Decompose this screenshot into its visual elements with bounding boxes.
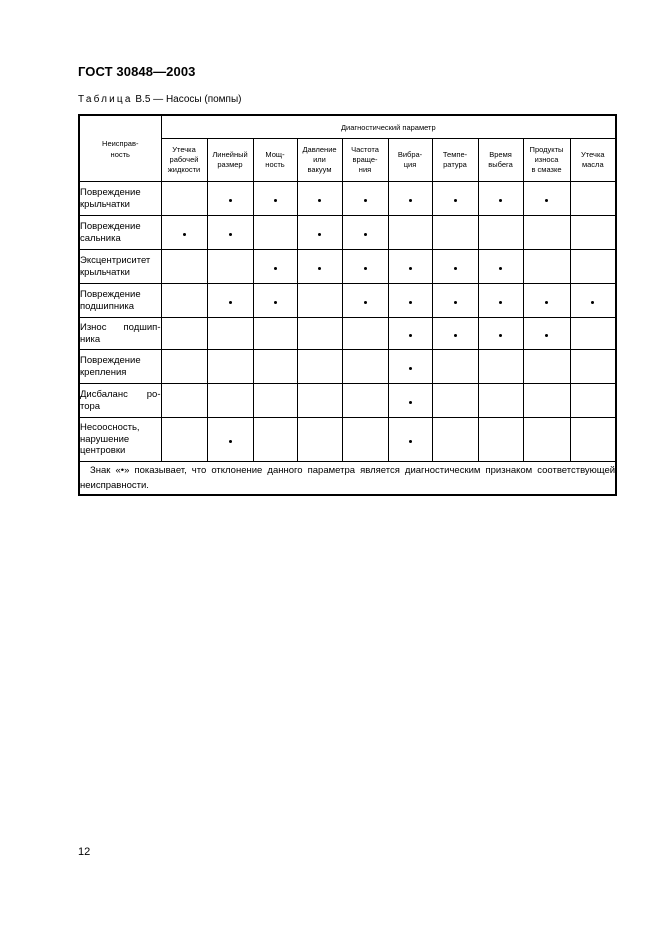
text-line: сальника <box>80 232 121 244</box>
table-cell <box>207 182 253 216</box>
text-line: крыльчатки <box>80 266 130 278</box>
table-cell <box>207 216 253 250</box>
table-cell <box>432 318 478 350</box>
bullet-mark-icon <box>499 267 502 270</box>
text-line: Утечка <box>172 145 196 154</box>
table-cell <box>297 318 342 350</box>
table-cell <box>523 418 570 462</box>
table-cell <box>253 418 297 462</box>
bullet-mark-icon <box>318 233 321 236</box>
bullet-mark-icon <box>229 233 232 236</box>
bullet-mark-icon <box>229 199 232 202</box>
fault-name <box>79 418 161 462</box>
bullet-mark-icon <box>409 440 412 443</box>
bullet-mark-icon <box>499 301 502 304</box>
table-cell <box>388 350 432 384</box>
table-cell <box>342 216 388 250</box>
table-row <box>79 250 616 284</box>
text-line: ратура <box>443 160 467 169</box>
table-row <box>79 318 616 350</box>
text-line: Темпе- <box>442 150 468 159</box>
fault-column-header <box>79 115 161 182</box>
bullet-mark-icon <box>545 334 548 337</box>
table-cell <box>432 182 478 216</box>
table-cell <box>388 182 432 216</box>
table-cell <box>432 216 478 250</box>
parameter-header <box>207 139 253 182</box>
parameter-header <box>570 139 616 182</box>
text-line: Утечка <box>581 150 605 159</box>
table-cell <box>207 418 253 462</box>
text-line: Повреждение <box>80 355 141 366</box>
document-title: ГОСТ 30848—2003 <box>78 64 196 79</box>
table-cell <box>523 318 570 350</box>
bullet-mark-icon <box>409 334 412 337</box>
text-line: подшипника <box>80 300 135 312</box>
parameter-group-header: Диагностический параметр <box>161 115 616 139</box>
table-cell <box>432 350 478 384</box>
text-line: Линейный <box>212 150 248 159</box>
text-line: Время <box>489 150 512 159</box>
bullet-mark-icon <box>409 367 412 370</box>
table-cell <box>570 250 616 284</box>
table-cell <box>342 182 388 216</box>
text-line: ция <box>403 160 417 169</box>
parameter-header <box>342 139 388 182</box>
table-cell <box>161 418 207 462</box>
table-cell <box>523 350 570 384</box>
text-line: ника <box>80 333 101 345</box>
text-line: Мощ- <box>265 150 285 159</box>
table-cell <box>388 216 432 250</box>
parameter-header <box>478 139 523 182</box>
table-cell <box>253 216 297 250</box>
bullet-mark-icon <box>454 199 457 202</box>
text-line: ность <box>110 149 130 159</box>
table-row <box>79 182 616 216</box>
bullet-mark-icon <box>364 199 367 202</box>
parameter-header <box>523 139 570 182</box>
table-caption-text: В.5 — Насосы (помпы) <box>132 94 242 105</box>
table-cell <box>478 318 523 350</box>
table-cell <box>570 350 616 384</box>
text-line: ния <box>358 165 372 174</box>
bullet-mark-icon <box>274 199 277 202</box>
text-line: крепления <box>80 366 127 378</box>
bullet-mark-icon <box>409 301 412 304</box>
text-line: тора <box>80 400 101 412</box>
bullet-mark-icon <box>454 301 457 304</box>
text-line: или <box>313 155 326 164</box>
table-cell <box>342 250 388 284</box>
table-cell <box>253 250 297 284</box>
bullet-mark-icon <box>274 301 277 304</box>
table-cell <box>207 350 253 384</box>
table-cell <box>253 284 297 318</box>
table-cell <box>207 384 253 418</box>
text-line: в смазке <box>531 165 562 174</box>
table-row <box>79 216 616 250</box>
bullet-mark-icon <box>409 401 412 404</box>
text-line: Продукты <box>529 145 564 154</box>
table-cell <box>207 284 253 318</box>
table-cell <box>478 216 523 250</box>
table-cell <box>297 350 342 384</box>
table-cell <box>161 384 207 418</box>
bullet-mark-icon <box>454 334 457 337</box>
table-cell <box>342 350 388 384</box>
table-row <box>79 384 616 418</box>
text-line: Несоосность, <box>80 422 140 434</box>
table-caption <box>78 94 242 105</box>
text-line: ность <box>265 160 285 169</box>
table-cell <box>570 418 616 462</box>
bullet-mark-icon <box>409 199 412 202</box>
table-cell <box>570 216 616 250</box>
bullet-mark-icon <box>274 267 277 270</box>
table-cell <box>161 350 207 384</box>
text-line: выбега <box>488 160 513 169</box>
table-cell <box>161 250 207 284</box>
text-line: Повреждение <box>80 289 141 300</box>
parameter-header <box>297 139 342 182</box>
table-cell <box>570 284 616 318</box>
bullet-mark-icon <box>499 334 502 337</box>
table-cell <box>523 384 570 418</box>
table-cell <box>297 216 342 250</box>
table-cell <box>297 284 342 318</box>
table-caption-label: Таблица <box>78 94 133 105</box>
table-cell <box>432 250 478 284</box>
table-cell <box>478 250 523 284</box>
table-cell <box>342 318 388 350</box>
text-line: Эксцентриситет <box>80 255 151 266</box>
bullet-mark-icon <box>229 440 232 443</box>
table-cell <box>253 350 297 384</box>
table-cell <box>388 418 432 462</box>
text-line: Повреждение <box>80 221 141 232</box>
table-cell <box>478 350 523 384</box>
table-cell <box>478 384 523 418</box>
table-cell <box>432 418 478 462</box>
fault-name <box>79 384 161 418</box>
table-cell <box>207 250 253 284</box>
table-cell <box>161 284 207 318</box>
bullet-mark-icon <box>454 267 457 270</box>
text-line: жидкости <box>167 165 201 174</box>
fault-name <box>79 350 161 384</box>
bullet-mark-icon <box>183 233 186 236</box>
fault-name <box>79 216 161 250</box>
bullet-mark-icon <box>545 301 548 304</box>
diagnostic-table <box>78 114 617 496</box>
table-cell <box>161 182 207 216</box>
table-cell <box>161 216 207 250</box>
bullet-mark-icon <box>545 199 548 202</box>
bullet-mark-icon <box>318 267 321 270</box>
text-line: крыльчатки <box>80 198 130 210</box>
table-cell <box>388 250 432 284</box>
bullet-mark-icon <box>591 301 594 304</box>
page-number: 12 <box>78 846 91 858</box>
text-line: Частота <box>351 145 379 154</box>
table-cell <box>570 318 616 350</box>
table-cell <box>523 216 570 250</box>
table-cell <box>161 318 207 350</box>
table-cell <box>388 284 432 318</box>
table-cell <box>297 182 342 216</box>
text-line: Вибра- <box>397 150 423 159</box>
table-cell <box>570 384 616 418</box>
bullet-mark-icon <box>364 301 367 304</box>
table-row <box>79 284 616 318</box>
bullet-mark-icon <box>499 199 502 202</box>
table-cell <box>253 182 297 216</box>
text-line: вакуум <box>307 165 332 174</box>
table-cell <box>342 418 388 462</box>
table-body <box>79 182 616 462</box>
text-line: Давление <box>302 145 337 154</box>
bullet-mark-icon <box>364 267 367 270</box>
table-cell <box>388 318 432 350</box>
table-cell <box>342 284 388 318</box>
fault-name <box>79 182 161 216</box>
table-cell <box>570 182 616 216</box>
text-line: Неисправ- <box>102 138 139 148</box>
text-line: враще- <box>352 155 378 164</box>
table-cell <box>297 250 342 284</box>
fault-name <box>79 318 161 350</box>
table-header-row-1 <box>79 115 616 139</box>
parameter-header <box>388 139 432 182</box>
table-cell <box>478 182 523 216</box>
fault-name <box>79 284 161 318</box>
text-line: рабочей <box>169 155 199 164</box>
text-line: масла <box>581 160 604 169</box>
table-cell <box>388 384 432 418</box>
note-row <box>79 462 616 496</box>
text-line: нарушение <box>80 433 130 445</box>
table-row <box>79 418 616 462</box>
table-note: Знак «•» показывает, что отклонение данного параметра является диагностическим признаком соответствующей неисправности. <box>79 462 616 496</box>
table-cell <box>523 182 570 216</box>
text-line: Дисбаланс ро- <box>80 389 161 400</box>
text-line: Повреждение <box>80 187 141 198</box>
table-cell <box>523 250 570 284</box>
bullet-mark-icon <box>409 267 412 270</box>
text-line: износа <box>534 155 559 164</box>
table-cell <box>478 284 523 318</box>
table-cell <box>523 284 570 318</box>
table-cell <box>297 418 342 462</box>
table-cell <box>253 318 297 350</box>
table-cell <box>297 384 342 418</box>
table-cell <box>432 284 478 318</box>
table-row <box>79 350 616 384</box>
text-line: размер <box>217 160 243 169</box>
table-cell <box>207 318 253 350</box>
table-cell <box>253 384 297 418</box>
bullet-mark-icon <box>364 233 367 236</box>
parameter-header <box>161 139 207 182</box>
bullet-mark-icon <box>229 301 232 304</box>
text-line: Износ подшип- <box>80 322 161 333</box>
parameter-header <box>432 139 478 182</box>
table-cell <box>432 384 478 418</box>
parameter-header <box>253 139 297 182</box>
fault-name <box>79 250 161 284</box>
text-line: центровки <box>80 445 126 457</box>
table-cell <box>342 384 388 418</box>
table-cell <box>478 418 523 462</box>
bullet-mark-icon <box>318 199 321 202</box>
